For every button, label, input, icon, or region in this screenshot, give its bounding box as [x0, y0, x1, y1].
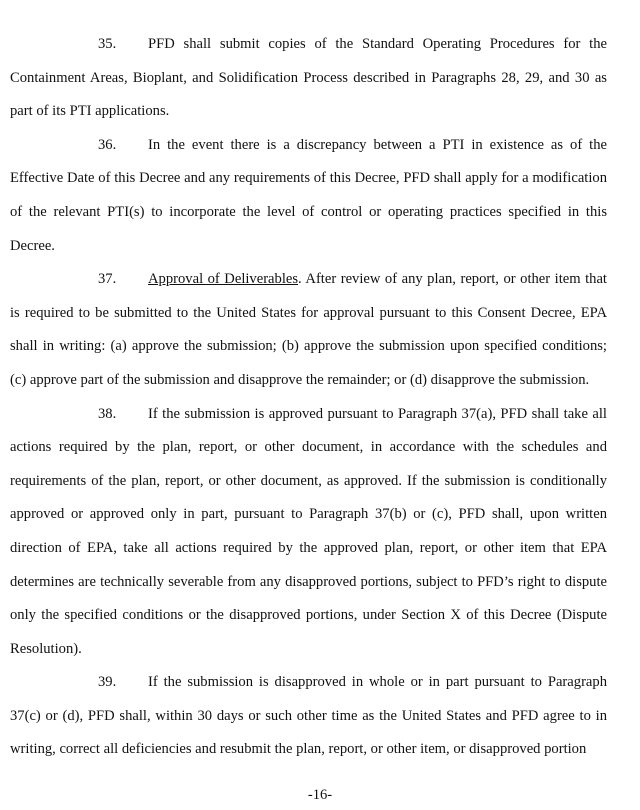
paragraph-number: 35.	[98, 36, 117, 52]
paragraph-35	[10, 28, 607, 129]
paragraph-number: 37.	[98, 271, 117, 288]
paragraph-36	[10, 129, 607, 263]
paragraph-heading: Approval of Deliverables	[148, 271, 299, 288]
paragraph-text: If the submission is approved pursuant to Paragraph 37(a), PFD shall take all actions required by the plan, report, or other document, in accordance with the schedules and requirements of the plan, report, or other document, as approved. If the submission is conditionally approved or approved only in part, pursuant to Paragraph 37(b) or (c), PFD shall, upon written direction of EPA, take all actions required by the approved plan, report, or other item that EPA determines are technically severable from any disapproved portions, subject to PFD’s right to dispute only the specified conditions or the disapproved portions, under Section X of this Decree (Dispute Resolution).	[10, 405, 607, 657]
paragraph-text: In the event there is a discrepancy between a PTI in existence as of the Effective Date of this Decree and any requirements of this Decree, PFD shall apply for a modification of the relevant PTI(s) to incorporate the level of control or operating practices specified in this Decree.	[10, 136, 607, 254]
document-page	[10, 28, 607, 767]
page-number: -16-	[307, 787, 333, 803]
paragraph-text: . After review of any plan, report, or other item that is required to be submitted to the United States for approval pursuant to this Consent Decree, EPA shall in writing: (a) approve the submission; (b) approve the submission upon specified conditions; (c) approve part of the submission and disapprove the remainder; or (d) disapprove the submission.	[10, 271, 607, 388]
paragraph-39	[10, 666, 607, 767]
paragraph-text: PFD shall submit copies of the Standard Operating Procedures for the Containment Areas, Bioplant, and Solidification Process described in Paragraphs 28, 29, and 30 as part of its PTI applications.	[10, 36, 607, 120]
paragraph-37	[10, 263, 607, 397]
paragraph-text: If the submission is disapproved in whole or in part pursuant to Paragraph 37(c) or (d), PFD shall, within 30 days or such other time as the United States and PFD agree to in writing, correct all deficiencies and resubmit the plan, report, or other item, or disapproved portion	[10, 674, 607, 758]
paragraph-number: 39.	[98, 674, 117, 691]
paragraph-number: 38.	[98, 405, 117, 422]
paragraph-number: 36.	[98, 136, 117, 153]
paragraph-38	[10, 398, 607, 667]
